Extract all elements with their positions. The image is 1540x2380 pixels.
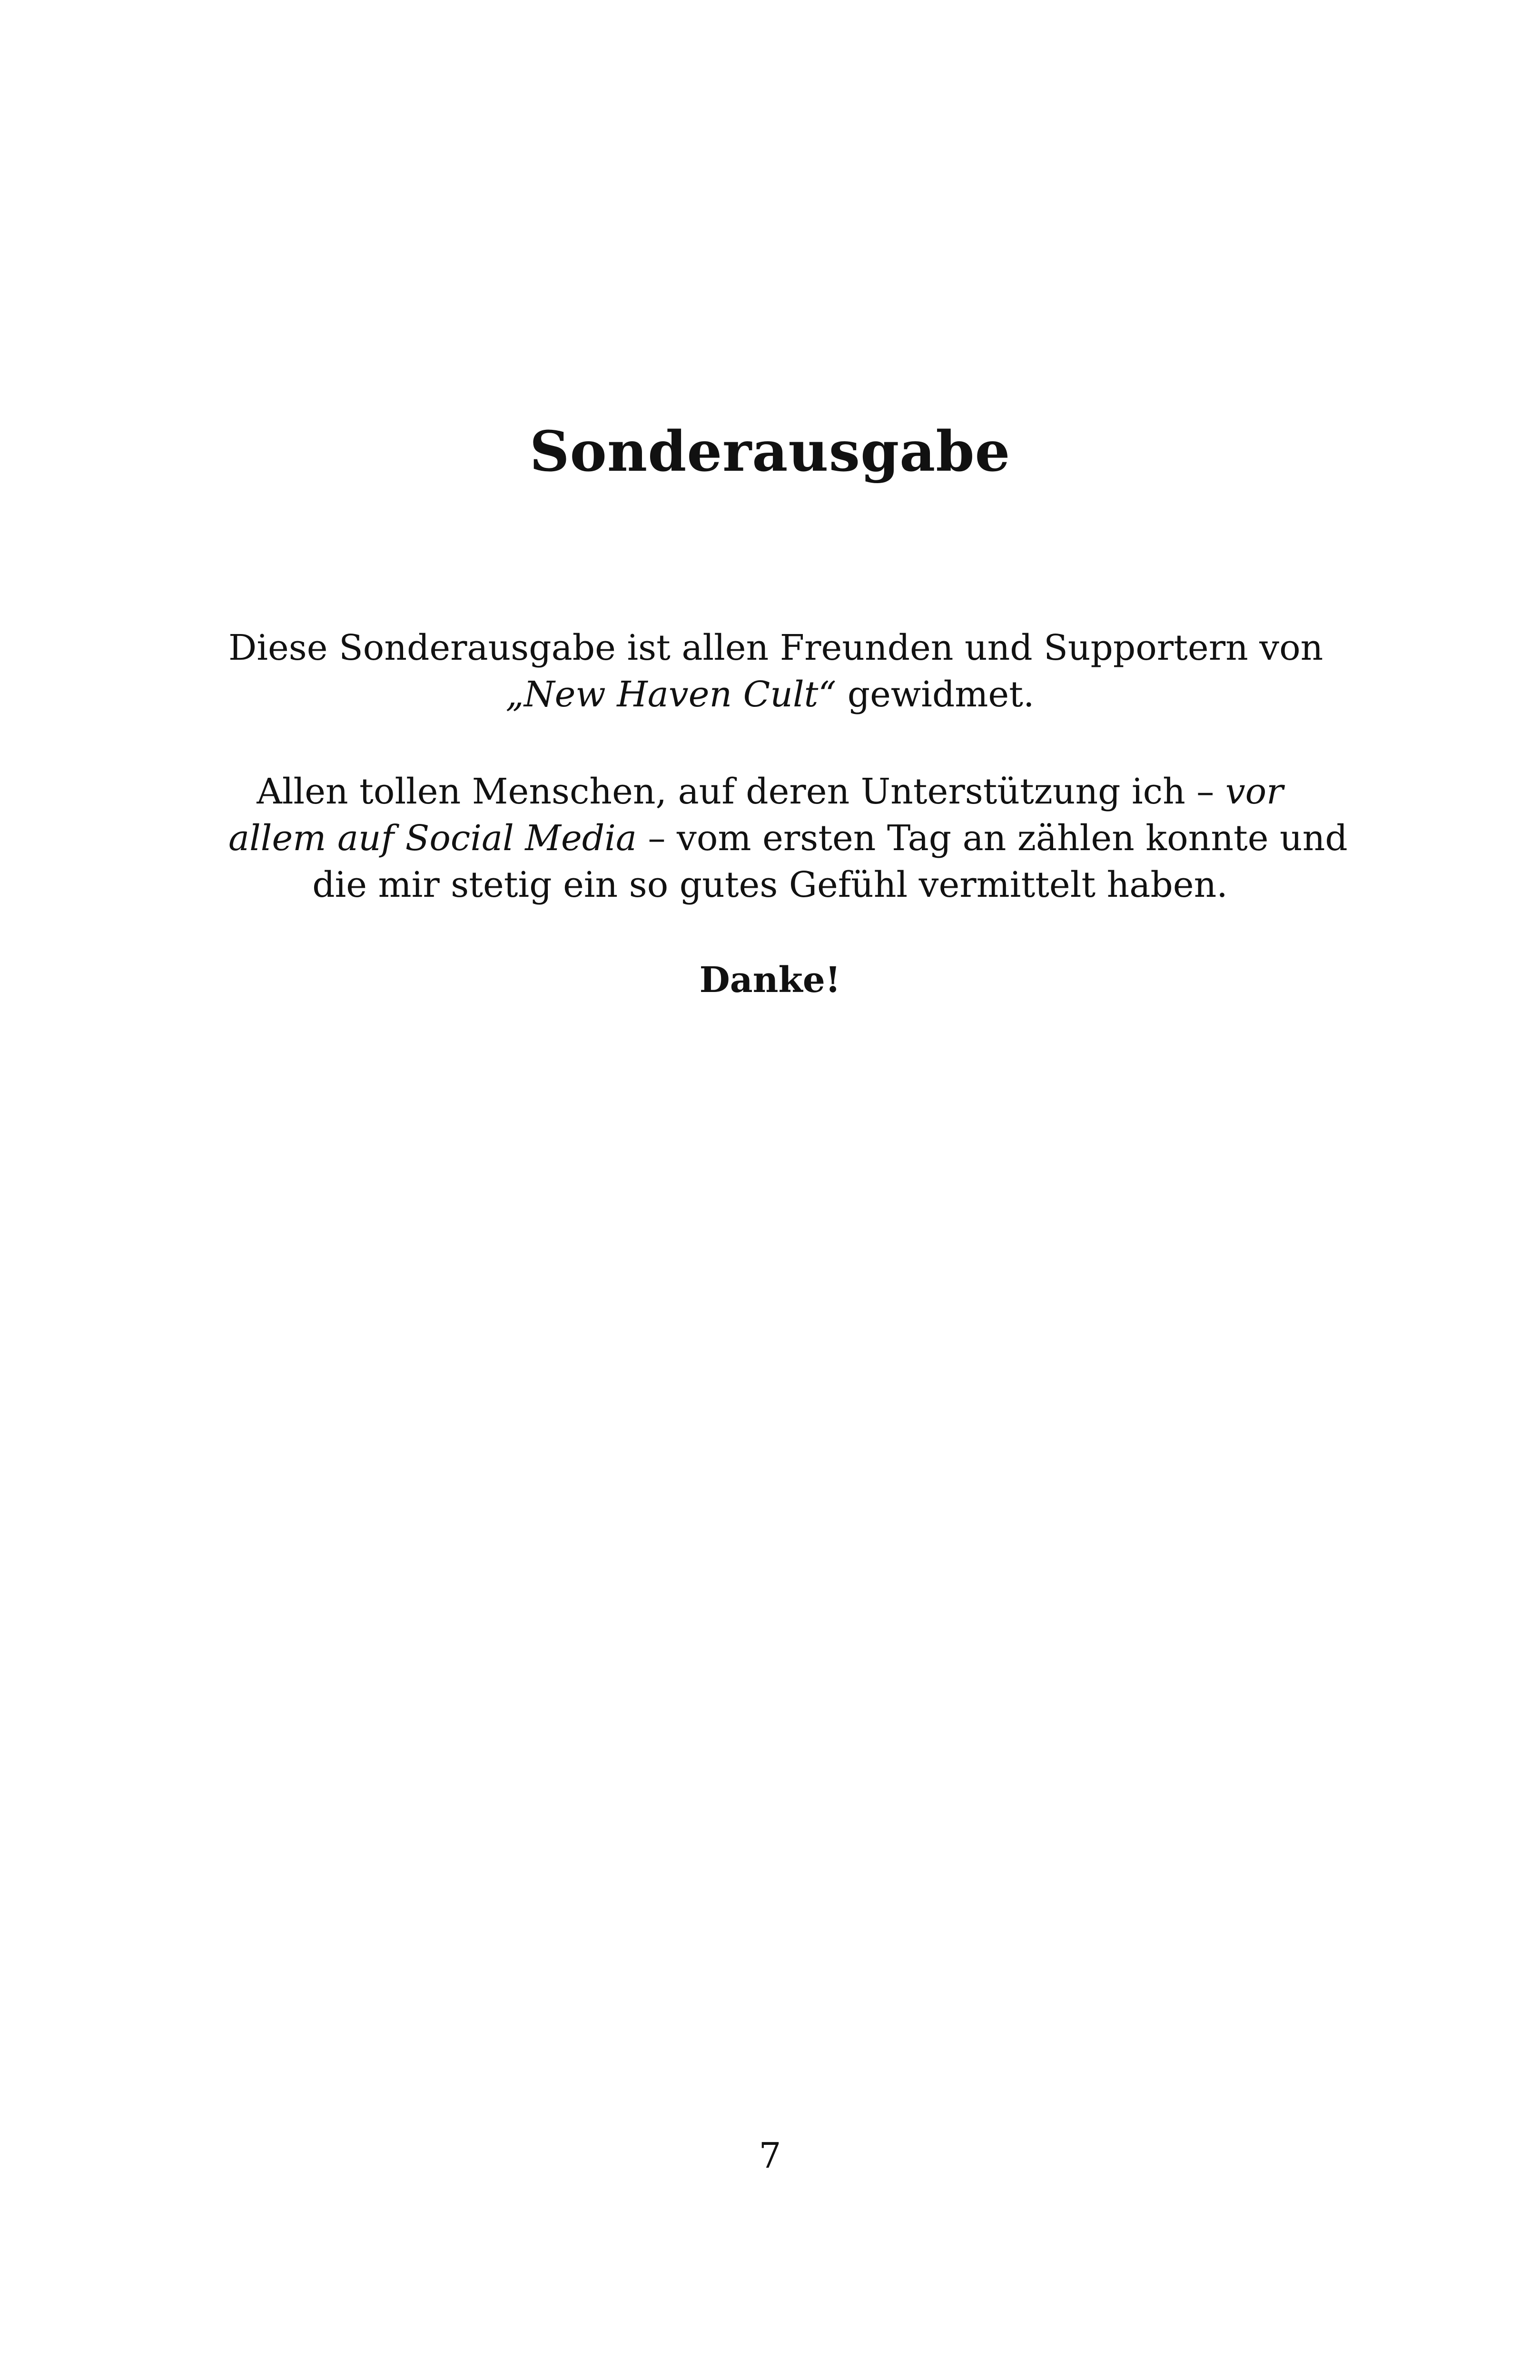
dedication-line-2: [228, 671, 1312, 718]
gratitude-line-2-rest: – vom ersten Tag an zählen konnte und: [637, 818, 1348, 859]
book-title-italic: „New Haven Cult“: [505, 674, 837, 715]
gratitude-paragraph: [228, 768, 1348, 908]
gratitude-line-1-start: Allen tollen Menschen, auf deren Unterstützung ich –: [257, 771, 1225, 812]
gratitude-line-1: [228, 768, 1312, 815]
dedication-paragraph: [228, 625, 1323, 718]
thanks-text: Danke!: [699, 960, 841, 1001]
gratitude-line-3: die mir stetig ein so gutes Gefühl vermittelt haben.: [312, 864, 1228, 905]
gratitude-line-2: [228, 815, 1348, 862]
gratitude-line-1-italic: vor: [1225, 771, 1283, 812]
gratitude-line-2-italic: allem auf Social Media: [228, 818, 637, 859]
dedication-line-1: Diese Sonderausgabe ist allen Freunden und Supportern von: [228, 627, 1323, 668]
page-number: 7: [759, 2135, 781, 2176]
dedication-line-2-rest: gewidmet.: [836, 674, 1035, 715]
page-title: Sonderausgabe: [529, 419, 1011, 484]
